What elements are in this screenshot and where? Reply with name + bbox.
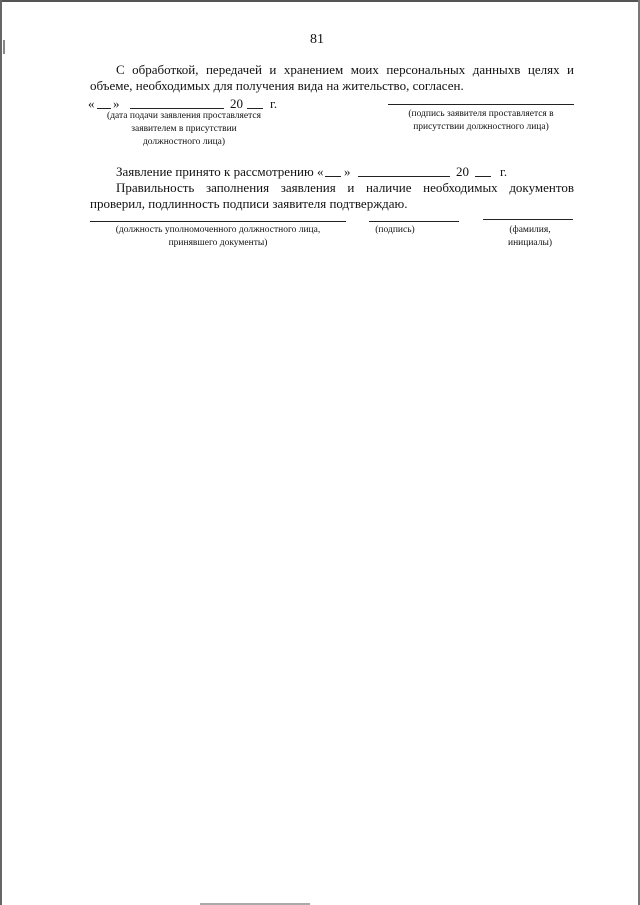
consent-year-blank[interactable] xyxy=(247,108,263,109)
applicant-signature-line[interactable] xyxy=(388,104,574,105)
official-signature-caption: (подпись) xyxy=(375,225,415,235)
accepted-prefix: Заявление принято к рассмотрению « xyxy=(116,164,324,179)
consent-date-caption: (дата подачи заявления проставляется заявителем в присутствии должностного лица) xyxy=(107,111,261,147)
official-name-caption xyxy=(490,224,570,250)
consent-day-blank[interactable] xyxy=(97,108,111,109)
consent-date-close-quote: » xyxy=(113,96,120,111)
accepted-year-blank[interactable] xyxy=(475,176,491,177)
scan-mark xyxy=(3,40,5,54)
official-position-line[interactable] xyxy=(90,221,346,222)
consent-paragraph xyxy=(90,62,574,94)
verification-text: Правильность заполнения заявления и наличие необходимых документов проверил, подлинность подписи заявителя подтверждаю. xyxy=(90,180,574,211)
scan-edge-top xyxy=(0,0,640,2)
verification-paragraph xyxy=(90,180,574,212)
official-name-caption-line1: (фамилия, xyxy=(509,225,551,235)
scan-edge-left xyxy=(0,0,2,905)
consent-text: С обработкой, передачей и хранением моих персональных данныхв целях и объеме, необходимых для получения вида на жительство, согласен. xyxy=(90,62,574,93)
accepted-year-prefix: 20 xyxy=(456,164,469,179)
applicant-signature-caption: (подпись заявителя проставляется в присутствии должностного лица) xyxy=(408,109,554,132)
official-position-caption-line2: принявшего документы) xyxy=(168,238,268,248)
consent-year-prefix: 20 xyxy=(230,96,243,111)
consent-year-suffix: г. xyxy=(270,96,278,111)
consent-month-blank[interactable] xyxy=(130,108,224,109)
accepted-day-blank[interactable] xyxy=(325,176,341,177)
consent-date-open-quote: « xyxy=(88,96,95,111)
official-name-line[interactable] xyxy=(483,219,573,220)
accepted-month-blank[interactable] xyxy=(358,176,450,177)
accepted-close-quote: » xyxy=(344,164,351,179)
accepted-year-suffix: г. xyxy=(500,164,508,179)
official-signature-line[interactable] xyxy=(369,221,459,222)
official-position-caption xyxy=(90,224,346,250)
page-number: 81 xyxy=(310,32,324,47)
official-position-caption-line1: (должность уполномоченного должностного лица, xyxy=(115,225,321,235)
official-name-caption-line2: инициалы) xyxy=(507,238,552,248)
